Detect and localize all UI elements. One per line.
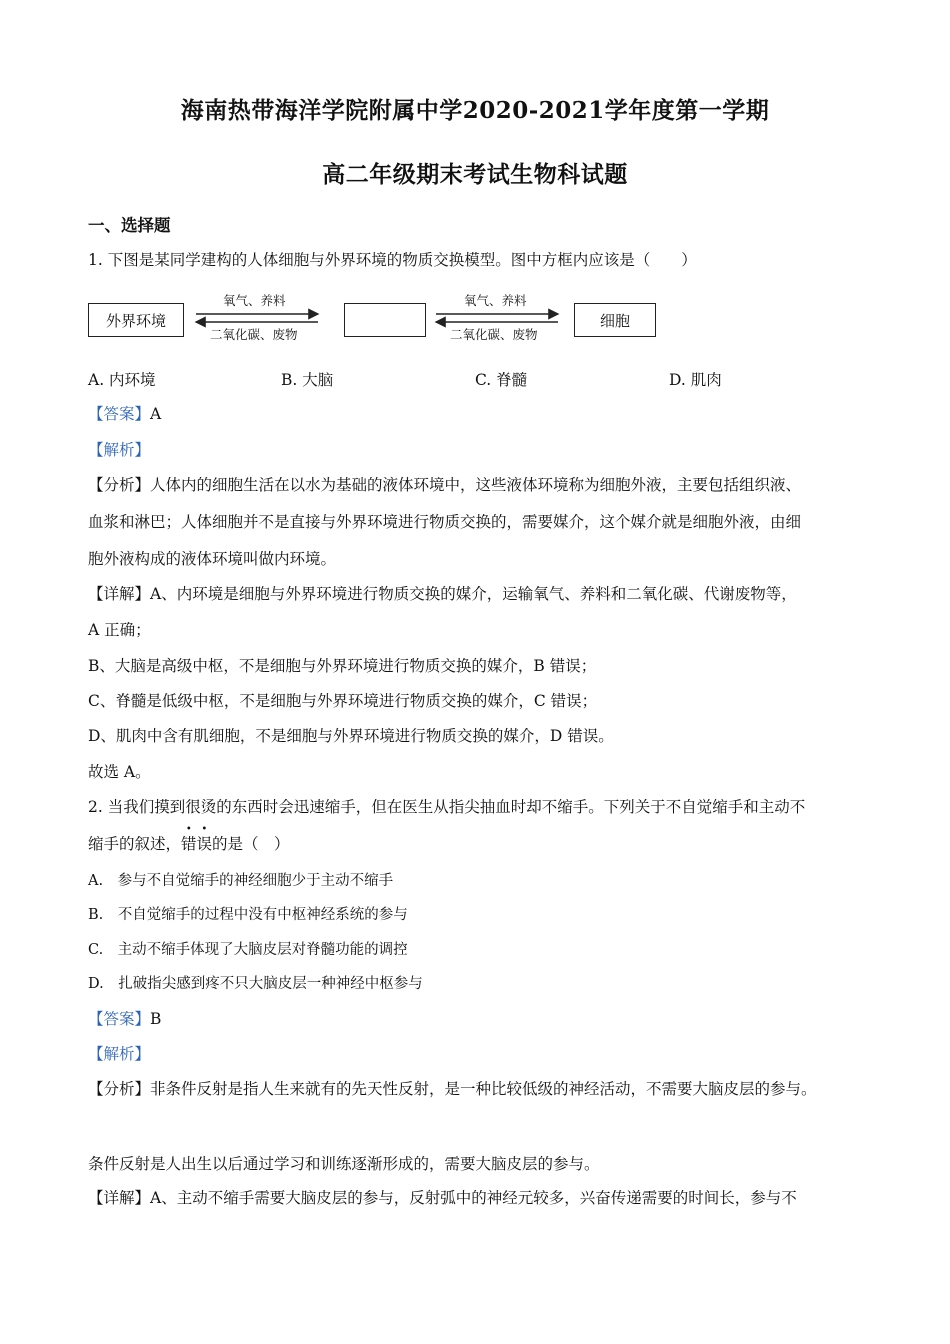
xiangjie-tag: 【详解】 [88,585,151,603]
q2-option-d: D. 扎破指尖感到疼不只大脑皮层一种神经中枢参与 [88,976,423,992]
arrow2-bottom-label: 二氧化碳、废物 [450,327,538,342]
q2-stem-post: 的是（ ） [212,835,290,853]
q1-conclusion: 故选 A。 [88,763,151,781]
emphasis-char: • 误 [196,824,213,853]
xiangjie-text: A、内环境是细胞与外界环境进行物质交换的媒介，运输氧气、养料和二氧化碳、代谢废物等， [150,585,797,603]
q2-stem-line2 [88,824,290,854]
emphasis-char: • 错 [181,824,197,853]
q1-option-d: D. 肌肉 [669,371,722,389]
q2-stem-line1: 2. 当我们摸到很烫的东西时会迅速缩手，但在医生从指尖抽血时却不缩手。下列关于不自觉缩手和主动不 [88,798,806,816]
q1-option-a: A. 内环境 [88,371,156,389]
arrow1-top-label: 氧气、养料 [223,293,286,308]
q2-analysis-tag [88,1042,150,1064]
q1-answer [88,402,161,424]
q1-xiangjie-line4: C、脊髓是低级中枢，不是细胞与外界环境进行物质交换的媒介，C 错误； [88,692,598,710]
cell-box: 细胞 [574,303,656,337]
answer-tag: 【答案】 [88,405,151,423]
page-title-line2: 高二年级期末考试生物科试题 [322,161,628,188]
emphasis-char-2: 误 [196,835,213,853]
diagram-arrows [88,290,668,346]
fenxi-tag: 【分析】 [88,1080,151,1098]
fenxi-tag: 【分析】 [88,476,151,494]
q2-option-c: C. 主动不缩手体现了大脑皮层对脊髓功能的调控 [88,942,408,958]
xiangjie-text: A、主动不缩手需要大脑皮层的参与，反射弧中的神经元较多，兴奋传递需要的时间长，参与不 [150,1189,797,1207]
q2-stem-pre: 缩手的叙述， [88,835,182,853]
q2-xiangjie [88,1186,797,1208]
fenxi-text: 人体内的细胞生活在以水为基础的液体环境中，这些液体环境称为细胞外液，主要包括组织液、 [150,476,802,494]
section-heading: 一、选择题 [88,216,171,235]
emphasis-char-1: 错 [181,835,197,853]
q1-fenxi-line1 [88,473,801,495]
analysis-tag: 【解析】 [88,441,151,459]
answer-tag: 【答案】 [88,1010,151,1028]
q1-option-b: B. 大脑 [281,371,334,389]
q1-analysis-tag [88,438,150,460]
q1-fenxi-line2: 血浆和淋巴；人体细胞并不是直接与外界环境进行物质交换的，需要媒介，这个媒介就是细胞外液，由细 [88,513,802,531]
q1-xiangjie-line1 [88,582,797,604]
q1-stem: 1. 下图是某同学建构的人体细胞与外界环境的物质交换模型。图中方框内应该是（ ） [88,251,697,269]
arrow2-top-label: 氧气、养料 [464,293,527,308]
analysis-tag: 【解析】 [88,1045,151,1063]
q2-option-b: B. 不自觉缩手的过程中没有中枢神经系统的参与 [88,907,408,923]
answer-value: B [150,1010,162,1028]
q1-xiangjie-line5: D、肌肉中含有肌细胞，不是细胞与外界环境进行物质交换的媒介，D 错误。 [88,727,614,745]
q1-xiangjie-line2: A 正确； [88,621,151,639]
page-title-line1: 海南热带海洋学院附属中学2020-2021学年度第一学期 [180,97,770,124]
outer-environment-box: 外界环境 [88,303,184,337]
fenxi-text: 非条件反射是指人生来就有的先天性反射，是一种比较低级的神经活动，不需要大脑皮层的参与。 [150,1080,817,1098]
xiangjie-tag: 【详解】 [88,1189,151,1207]
answer-value: A [150,405,162,423]
exchange-diagram [88,290,668,346]
q2-fenxi [88,1077,817,1099]
q1-xiangjie-line3: B、大脑是高级中枢，不是细胞与外界环境进行物质交换的媒介，B 错误； [88,657,597,675]
arrow1-bottom-label: 二氧化碳、废物 [210,327,298,342]
q2-fenxi-2: 条件反射是人出生以后通过学习和训练逐渐形成的，需要大脑皮层的参与。 [88,1155,600,1173]
q1-fenxi-line3: 胞外液构成的液体环境叫做内环境。 [88,550,337,568]
q2-answer [88,1007,161,1029]
q1-option-c: C. 脊髓 [475,371,528,389]
q2-option-a: A. 参与不自觉缩手的神经细胞少于主动不缩手 [88,873,394,889]
